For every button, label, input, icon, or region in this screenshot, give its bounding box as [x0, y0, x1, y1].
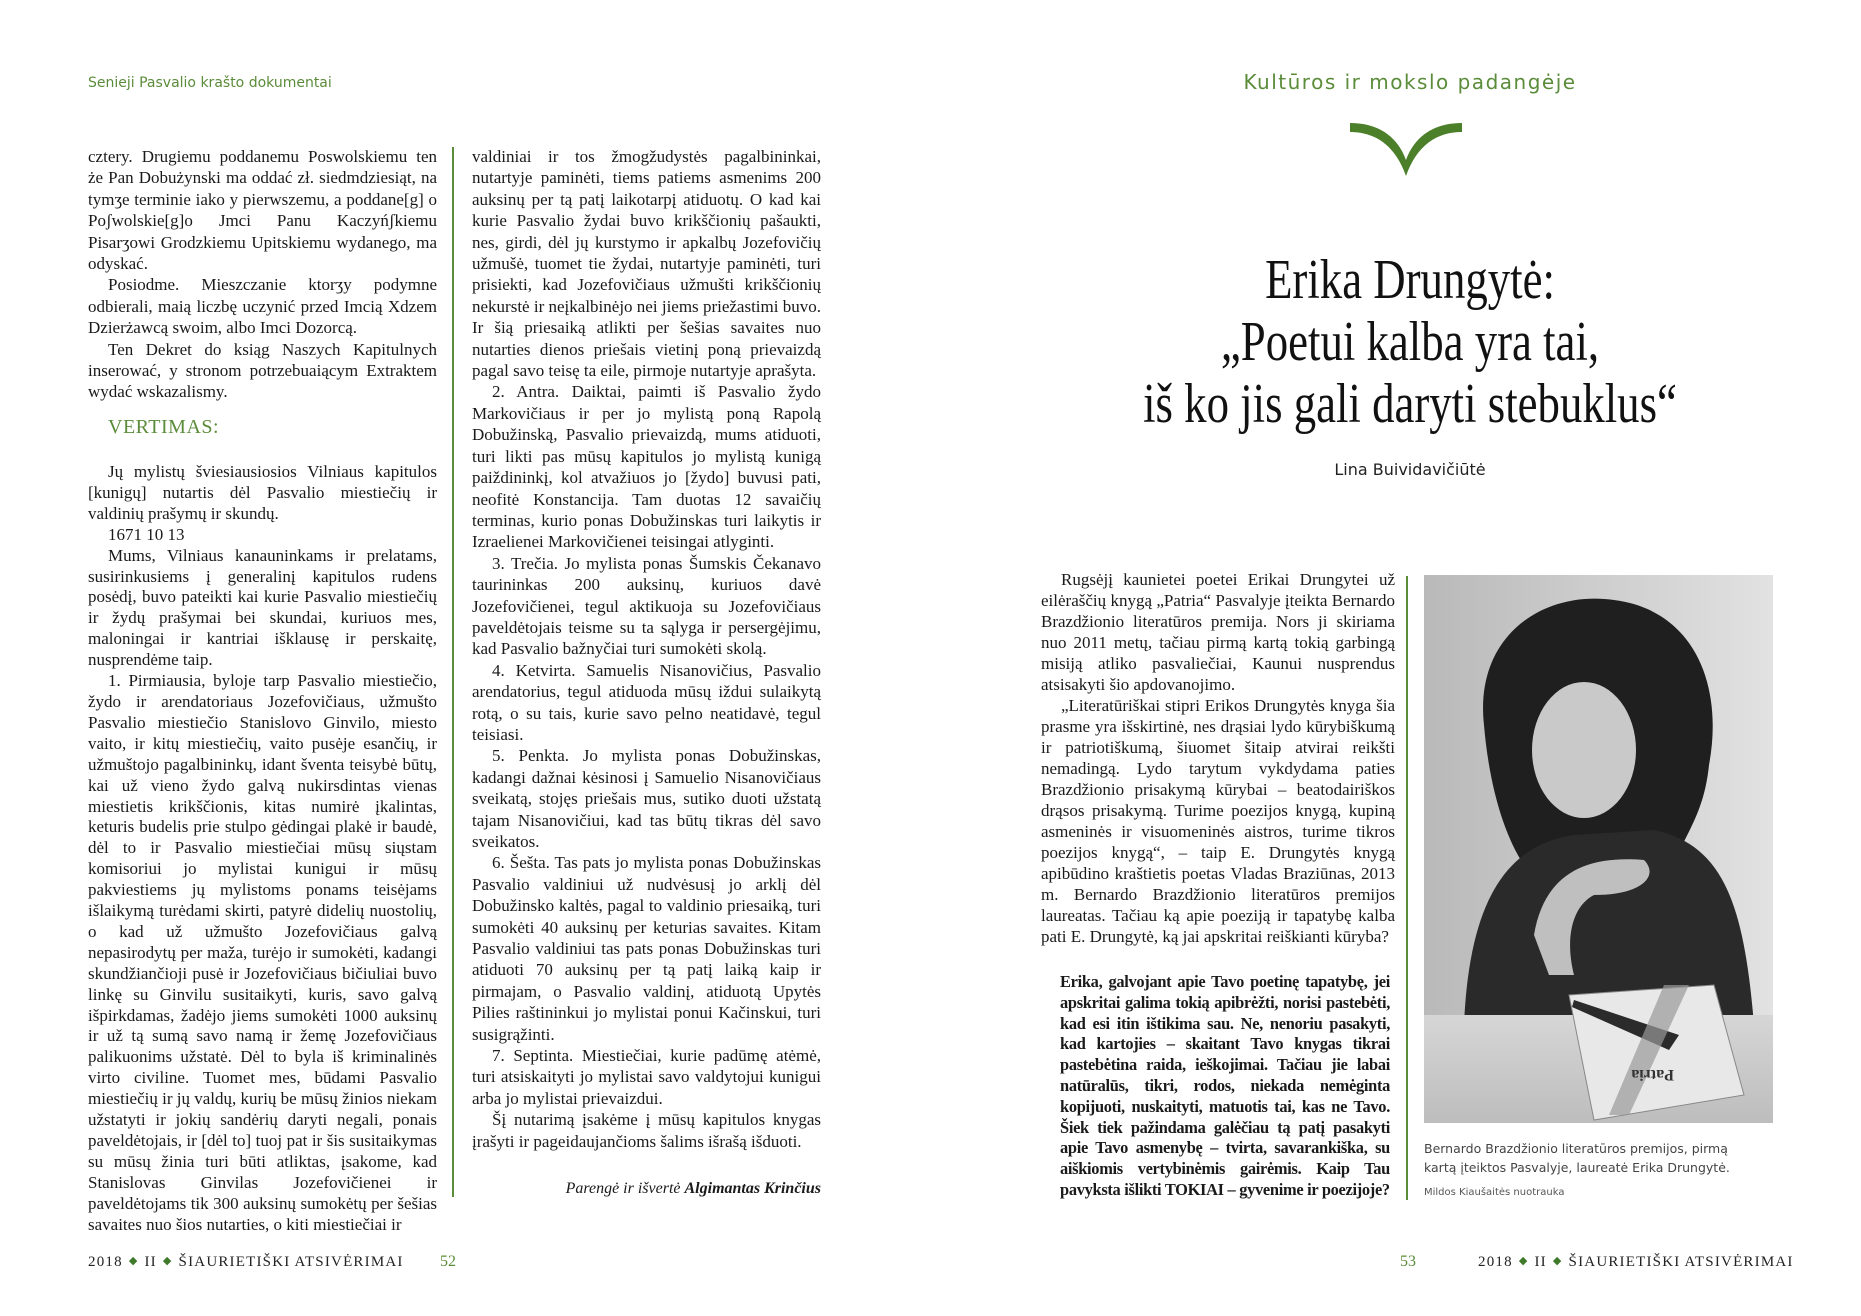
title-line: „Poetui kalba yra tai,	[1220, 311, 1600, 373]
paragraph: 3. Trečia. Jo mylista ponas Šumskis Čekanavo taurininkas 200 auksinų, kuriuos davė Jozefovičienei, tegul aktikuoja su Jozefovičiaus paveldėtojais teisme su ta sąlyga ir persergėjimu, kad Pasvalio bažnyčiai turi sumokėti skolą.	[472, 553, 821, 659]
column-divider	[452, 147, 454, 1197]
title-line: iš ko jis gali daryti stebuklus“	[1143, 373, 1677, 435]
translator-credit	[472, 1180, 821, 1198]
paragraph: 1. Pirmiausia, byloje tarp Pasvalio miestiečio, žydo ir arendatoriaus Jozefovičiaus, užmušto Pasvalio miestiečio Stanislovo Ginvilo, miesto vaito, ir kitų miestiečių, vaito pusėje esančių, ir užmuštojo pagalbininkų, idant šventa teisybė būtų, kai už vieno žydo galvą nukirsdintas vienas miestietis krikščionis, kitas numirė įkalintas, keturis budelis prie stulpo gėdingai plakė ir baudė, dėl to ir Pasvalio miestiečiai mūsų siųstam komisoriui jo mylistai kunigui ir mūsų pakviestiems jų mylistoms ponams teisėjams išlaikymą turėdami skirti, patyrė didelių nuostolių, o kad už užmušto Jozefovičiaus galvą nepasirodytų per maža, turėjo ir sumokėti, kadangi skundžiančioji pusė ir Jozefovičiaus bičiuliai buvo linkę su Ginvilu susitaikyti, kuris, savo galvą išpirkdamas, žadėjo jiems sumokėti 1000 auksinų ir už tą sumą savo namą ir žemę Jozefovičiaus palikuonims užstatė. Dėl to byla iš kriminalinės virto civiline. Tuomet mes, būdami Pasvalio miestiečių ir jų valdų, kurių be mūsų žinios niekam užstatyti ir jokių sandėrių daryti negali, ponais paveldėtojais, ir [dėl to] tuoj pat ir šis susitaikymas su mūsų žinia turi būti atliktas, įsakome, kad Stanislovas Ginvilas Jozefovičienei ir paveldėtojams tik 300 auksinų sumokėtų per šešias savaites nuo šios nutarties, o kiti miestiečiai ir	[88, 671, 437, 1234]
paragraph: Jų mylistų šviesiausiosios Vilniaus kapitulos [kunigų] nutartis dėl Pasvalio miestiečių ir valdinių prašymų ir skundų.	[88, 462, 437, 523]
bullet-icon: ◆	[1518, 1255, 1529, 1267]
paragraph: cztery. Drugiemu poddanemu Poswolskiemu ten że Pan Dobużynski ma oddać zł. siedmdziesiąt, na tymʒe terminie iako y pierwszemu, a poddane[g] o Poʃwolskie[g]o Jmci Panu Kaczyńʃkiemu Pisarʒowi Grodzkiemu Upitskiemu wydanego, ma odyskać.	[88, 147, 437, 274]
book-title: Patria	[1631, 1066, 1674, 1083]
leaf-v-logo-icon	[1350, 120, 1464, 178]
translation-column-2	[472, 146, 821, 1152]
bullet-icon: ◆	[162, 1255, 173, 1267]
paragraph: Rugsėjį kaunietei poetei Erikai Drungytei už eilėraščių knygą „Patria“ Pasvalyje įteikta Bernardo Brazdžionio literatūros premija. Nors ji skiriama nuo 2011 metų, tačiau pirmą kartą tokią garbingą misiją atliko pasvaliečiai, Kaunui nusprendus atsisakyti šio apdovanojimo.	[1041, 570, 1395, 694]
footer-left	[88, 1254, 404, 1271]
title-line: Erika Drungytė:	[1265, 249, 1555, 311]
bullet-icon: ◆	[1552, 1255, 1563, 1267]
footer-issue: II	[144, 1254, 157, 1270]
paragraph: valdiniai ir tos žmogžudystės pagalbininkai, nutartyje paminėti, tiems patiems asmenims 200 auksinų per tą patį laikotarpį atiduotų. O kad kai kurie Pasvalio žydai buvo krikščionių pašaukti, nes, girdi, dėl jų kurstymo ir apkalbų Jozefovičių užmušė, tuomet tie žydai, nutartyje paminėti, turi prisiekti, kad Jozefovičiaus užmušti krikščionių nekurstė ir neįkalbinėjo nei jiems priežastimi buvo. Ir šią priesaiką atlikti per šešias savaites nuo nutarties dienos priešais vietinį poną prievaizdą pagal savo teisę ta eile, pirmoje nutartyje aprašyta.	[472, 147, 821, 381]
footer-right	[1478, 1254, 1794, 1271]
translation-heading: VERTIMAS:	[108, 416, 220, 438]
footer-year: 2018	[1478, 1254, 1513, 1270]
paragraph: Ten Dekret do ksiąg Naszych Kapitulnych inserować, y stronom potrzebuaiącym Extraktem wydać wskazalismy.	[88, 339, 437, 402]
page-number-right: 53	[1400, 1253, 1416, 1270]
original-text-block	[88, 146, 437, 403]
footer-year: 2018	[88, 1254, 123, 1270]
bullet-icon: ◆	[128, 1255, 139, 1267]
photo-credit: Mildos Kiaušaitės nuotrauka	[1424, 1187, 1565, 1198]
paragraph: 2. Antra. Daiktai, paimti iš Pasvalio žydo Markovičiaus ir per jo mylistą poną Rapolą Dobužinską, Pasvalio prievaizdą, mums atiduoti, turi likti pas mūsų kapitulos jo mylistą kunigą paiždininkį, kol atvažiuos jo [žydo] buvusi pati, neofitė Konstancija. Tam duotas 12 savaičių terminas, kurio ponas Dobužinskas turi laikytis ir Izraelienei Markovičienei teisingai atlyginti.	[472, 382, 821, 552]
photo-caption	[1424, 1139, 1730, 1177]
paragraph: 7. Septinta. Miestiečiai, kurie padūmę atėmė, turi atsiskaityti jo mylistai savo valdytojui kunigui arba jo mylistai prievaizdui.	[472, 1046, 821, 1108]
footer-magazine: ŠIAURIETIŠKI ATSIVĖRIMAI	[178, 1254, 404, 1270]
translation-column-1	[88, 462, 437, 1236]
footer-magazine: ŠIAURIETIŠKI ATSIVĖRIMAI	[1568, 1254, 1794, 1270]
column-divider	[1406, 576, 1408, 1200]
date-line: 1671 10 13	[108, 524, 185, 544]
article-title	[1130, 249, 1690, 435]
credit-prefix: Parengė ir išvertė	[565, 1180, 681, 1197]
page-number-left: 52	[440, 1253, 456, 1270]
intro-text	[1041, 569, 1395, 947]
caption-line: kartą įteiktos Pasvalyje, laureatė Erika Drungytė.	[1424, 1160, 1730, 1175]
paragraph: Posiodme. Mieszczanie ktorʒy podymne odbierali, maią liczbę uczynić przed Imcią Xdzem Dzierżawcą swoim, albo Imci Dozorcą.	[88, 275, 437, 338]
footer-issue: II	[1534, 1254, 1547, 1270]
paragraph: Mums, Vilniaus kanauninkams ir prelatams, susirinkusiems į generalinį kapitulos rudens posėdį, buvo pateikti kai kurie Pasvalio miestiečių ir žydų prašymai bei skundai, kuriuos mes, maloningai ir kantriai išklausę ir perskaitę, nusprendėme taip.	[88, 545, 437, 670]
credit-name: Algimantas Krinčius	[684, 1180, 821, 1197]
paragraph: 6. Šešta. Tas pats jo mylista ponas Dobužinskas Pasvalio valdiniui už nudvėsusį jo arklį dėl Dobužinsko kaltės, pagal to valdinio priesaiką, turi sumokėti 40 auksinų per keturias savaites. Kitam Pasvalio valdiniui tas pats ponas Dobužinskas turi atiduoti 70 auksinų per tą patį laiką kaip ir pirmajam, o Pasvalio valdinį, atiduotą Upytės Pilies raštininkui jo mylistai ponui Kačinskui, turi susigrąžinti.	[472, 853, 821, 1044]
paragraph: „Literatūriškai stipri Erikos Drungytės knyga šia prasme yra išskirtinė, nes drąsiai lydo kūrybiškumą ir patriotiškumą, šiuomet šitaip atvirai reikšti nemadingą. Lydo tarytum vykdydama paties Brazdžionio prisakymą kūrybai – beatodairiškos drąsos prisakymą. Turime poezijos knygą, kupiną asmeninės ir visuomeninės aistros, turime tikros poezijos knygą“, – taip E. Drungytės knygą apibūdino kraštietis poetas Vladas Braziūnas, 2013 m. Bernardo Brazdžionio literatūros premijos laureatas. Tačiau ką apie poeziją ir tapatybę kalba pati E. Drungytė, ką jai apskritai reiškianti kūryba?	[1041, 696, 1395, 946]
caption-line: Bernardo Brazdžionio literatūros premijos, pirmą	[1424, 1141, 1728, 1156]
article-author: Lina Buividavičiūtė	[1334, 460, 1486, 479]
portrait-photo	[1424, 575, 1773, 1123]
interview-question: Erika, galvojant apie Tavo poetinę tapatybę, jei apskritai galima tokią apibrėžti, norisi pastebėti, kad esi itin ištikima sau. Ne, nenoriu pasakyti, kad kartojies – skaitant Tavo knygas tikrai pastebėtina raida, ieškojimai. Tačiau jie labai natūralūs, tikri, rodos, niekada nemėginta kopijuoti, nuskaityti, matuotis tai, kas ne Tavo. Šiek tiek pažindama galėčiau tą patį pasakyti apie Tavo asmenybę – tvirta, savarankiška, su aiškiomis vertybinėmis gairėmis. Kaip Tau pavyksta išlikti TOKIAI – gyvenime ir poezijoje?	[1060, 972, 1390, 1199]
paragraph: Šį nutarimą įsakėme į mūsų kapitulos knygas įrašyti ir pageidaujančioms šalims išrašą išduoti.	[472, 1110, 821, 1151]
section-header-right: Kultūros ir mokslo padangėje	[1243, 70, 1577, 94]
section-header-left: Senieji Pasvalio krašto dokumentai	[88, 75, 332, 91]
paragraph: 5. Penkta. Jo mylista ponas Dobužinskas, kadangi dažnai kėsinosi į Samuelio Nisanovičiaus sveikatą, stojęs priešais mus, sutiko duoti užstatą tajam Nisanovičiui, kad tas būtų tikras dėl savo sveikatos.	[472, 746, 821, 851]
paragraph: 4. Ketvirta. Samuelis Nisanovičius, Pasvalio arendatorius, tegul atiduoda mūsų iždui sulaikytą rotą, o su tais, kurie savo pelno neatidavė, tegul teisiasi.	[472, 660, 821, 744]
